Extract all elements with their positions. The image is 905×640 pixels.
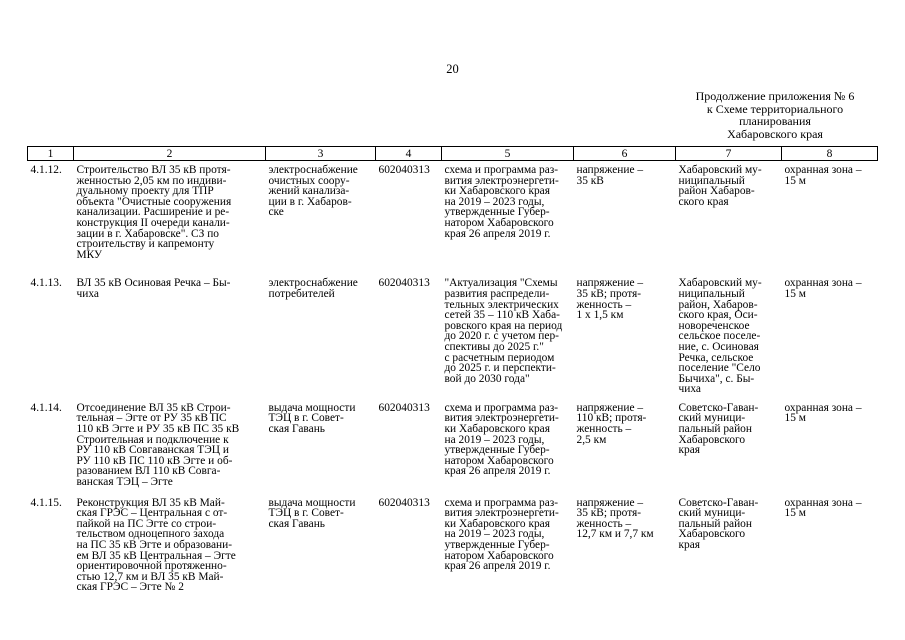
table-header-row xyxy=(28,147,878,161)
table-row xyxy=(28,488,878,593)
object-parameters: напряжение – 35 кВ; протя- женность – 1 х 1,5 км xyxy=(576,277,644,322)
object-location: Советско-Гаван- ский муници- пальный район Хабаровского края xyxy=(678,496,759,551)
object-parameters: напряжение – 35 кВ xyxy=(576,164,644,187)
appendix-note-line: планирования xyxy=(739,114,811,128)
basis-document: схема и программа раз- вития электроэнергети- ки Хабаровского края на 2019 – 2023 годы, утвержденные Губер- натором Хабаровского края 26 апреля 2019 г. xyxy=(444,496,559,573)
object-location: Советско-Гаван- ский муници- пальный район Хабаровского края xyxy=(678,401,759,457)
item-number: 4.1.12. xyxy=(30,164,62,176)
object-purpose: выдача мощности ТЭЦ в г. Совет- ская Гавань xyxy=(268,496,356,530)
object-name: Реконструкция ВЛ 35 кВ Май- ская ГРЭС – Центральная с от- пайкой на ПС Эгте со строи- тельством одноцепного захода на ПС 35 кВ Эгте и образовани- ем ВЛ 35 кВ Центральная – Эгте ориентировочной протяженно- стью 12,7 км и ВЛ 35 кВ Май- ская ГРЭС – Эгте № 2 xyxy=(76,496,236,594)
appendix-note xyxy=(675,90,875,140)
column-header: 5 xyxy=(442,147,574,161)
object-parameters: напряжение – 35 кВ; протя- женность – 12,7 км и 7,7 км xyxy=(576,496,654,541)
column-header: 7 xyxy=(676,147,782,161)
item-number: 4.1.13. xyxy=(30,277,62,290)
appendix-note-line: к Схеме территориального xyxy=(706,101,844,116)
object-name: Отсоединение ВЛ 35 кВ Строи- тельная – Эгте от РУ 35 кВ ПС 110 кВ Эгте и РУ 35 кВ ПС 35 кВ Строительная и подключение к РУ 110 кВ Совгаванская ТЭЦ и РУ 110 кВ ПС 110 кВ Эгте и об- разованием ВЛ 110 кВ Совга- ванская ТЭЦ – Эгте xyxy=(76,401,240,489)
column-header: 2 xyxy=(74,147,266,161)
column-header: 3 xyxy=(266,147,376,161)
basis-document: "Актуализация "Схемы развития распредели- тельных электрических сетей 35 – 110 кВ Хаба- ровского края на период до 2020 г. с учетом пер- спективы до 2025 г." с расчетным периодом до 2025 г. и перспекти- вой до 2030 года" xyxy=(444,277,563,385)
column-header: 6 xyxy=(574,147,676,161)
table-row xyxy=(28,260,878,395)
table-row xyxy=(28,395,878,488)
object-name: ВЛ 35 кВ Осиновая Речка – Бы- чиха xyxy=(76,277,231,300)
protection-zone: охранная зона – 15 м xyxy=(784,496,862,520)
protection-zone: охранная зона – 15 м xyxy=(784,277,862,300)
appendix-note-line: Продолжение приложения № 6 xyxy=(695,89,855,103)
planning-table xyxy=(27,146,878,593)
object-location: Хабаровский му- ниципальный район Хабаров- ского края xyxy=(678,164,762,208)
object-purpose: выдача мощности ТЭЦ в г. Совет- ская Гавань xyxy=(268,401,356,436)
object-code: 602040313 xyxy=(378,277,430,290)
basis-document: схема и программа раз- вития электроэнергети- ки Хабаровского края на 2019 – 2023 годы, утвержденные Губер- натором Хабаровского края 26 апреля 2019 г. xyxy=(444,164,559,240)
basis-document: схема и программа раз- вития электроэнергети- ки Хабаровского края на 2019 – 2023 годы, утвержденные Губер- натором Хабаровского края 26 апреля 2019 г. xyxy=(444,401,559,478)
object-code: 602040313 xyxy=(378,496,430,509)
item-number: 4.1.15. xyxy=(30,496,62,509)
column-header: 1 xyxy=(28,147,74,161)
table-row xyxy=(28,161,878,261)
protection-zone: охранная зона – 15 м xyxy=(784,164,862,187)
object-purpose: электроснабжение потребителей xyxy=(268,277,358,300)
column-header: 8 xyxy=(782,147,878,161)
column-header: 4 xyxy=(376,147,442,161)
object-location: Хабаровский му- ниципальный район, Хабаров- ского края, Оси- новореченское сельское поселе- ние, с. Осиновая Речка, сельское поселение "Село Бычиха", с. Бы- чиха xyxy=(678,277,762,396)
object-purpose: электроснабжение очистных соору- жений канализа- ции в г. Хабаров- ске xyxy=(268,164,358,219)
appendix-note-line: Хабаровского края xyxy=(727,126,823,141)
object-code: 602040313 xyxy=(378,401,430,414)
object-parameters: напряжение – 110 кВ; протя- женность – 2,5 км xyxy=(576,401,647,446)
protection-zone: охранная зона – 15 м xyxy=(784,401,862,425)
object-code: 602040313 xyxy=(378,164,430,176)
page-number: 20 xyxy=(446,62,459,76)
item-number: 4.1.14. xyxy=(30,401,62,414)
object-name: Строительство ВЛ 35 кВ протя- женностью 2,05 км по индиви- дуальному проекту для ТПР объекта "Очистные сооружения канализации. Расширение и ре- конструкция II очереди канали- зации в г. Хабаровске". СЗ по строительству и капремонту МКУ xyxy=(76,164,232,261)
